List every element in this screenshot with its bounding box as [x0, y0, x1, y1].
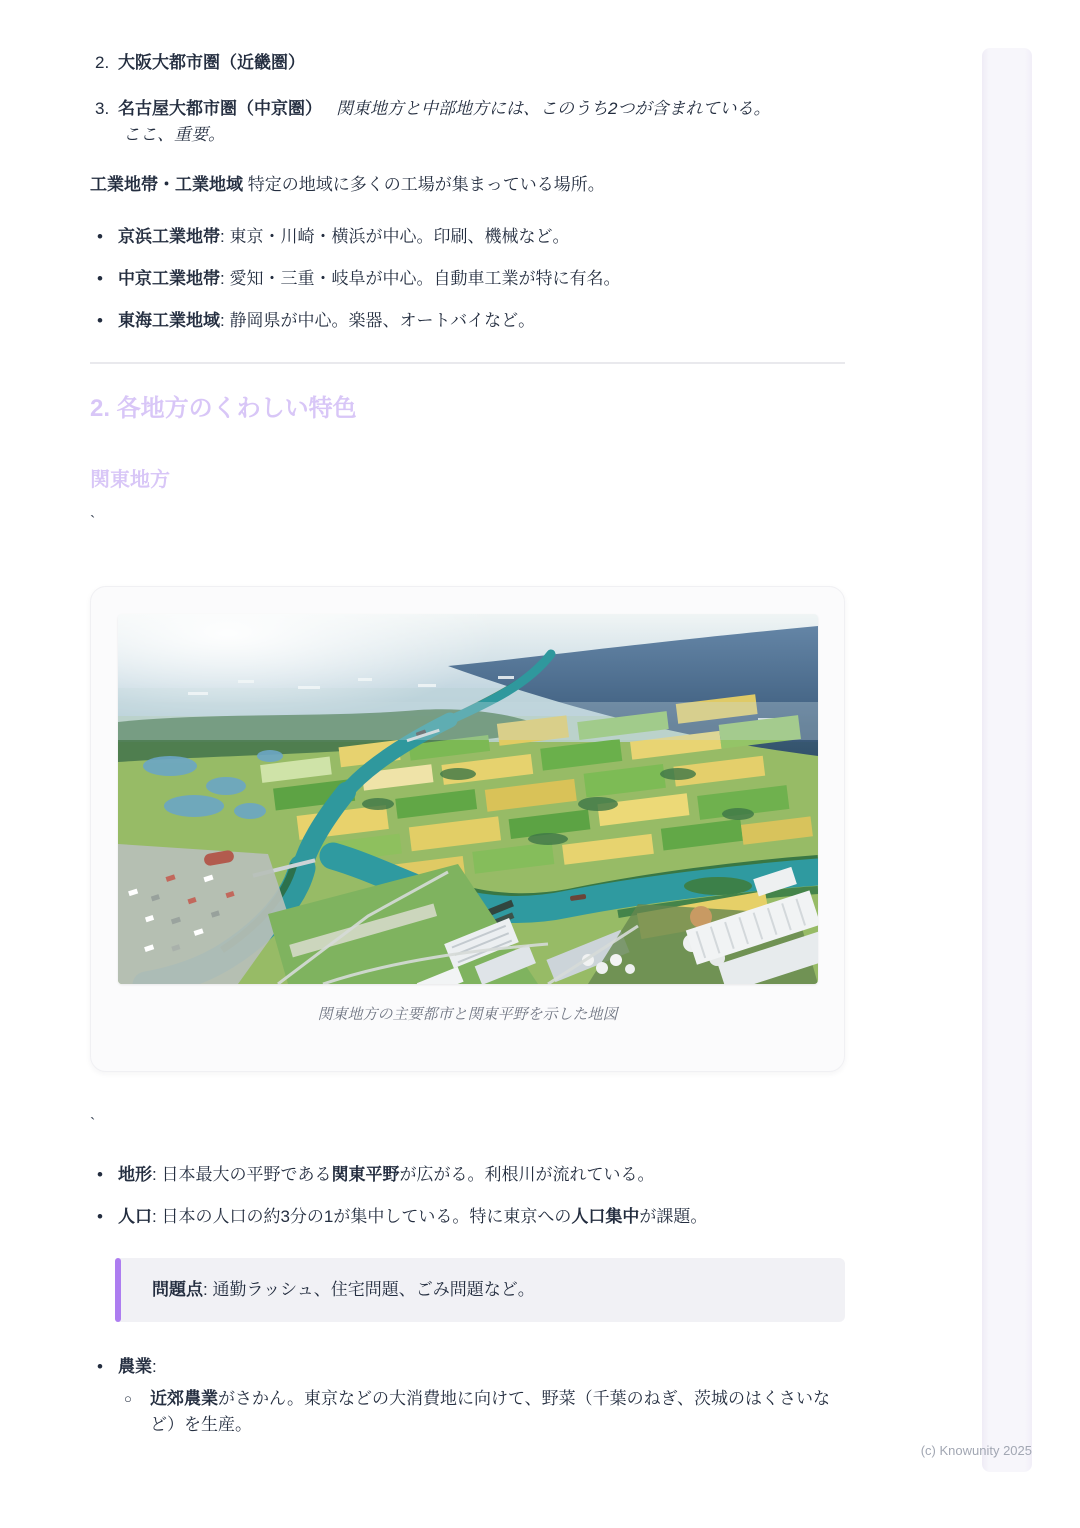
sub-bullet-icon: ○	[124, 1391, 132, 1406]
metro-area-osaka: 大阪大都市圏（近畿圏）	[118, 53, 305, 72]
sub-list-item: ○ 近郊農業がさかん。東京などの大消費地に向けて、野菜（千葉のねぎ、茨城のはくさいなど）を生産。	[90, 1386, 845, 1438]
ordered-list-item-2	[90, 50, 845, 76]
kanto-item-bold: 人口集中	[571, 1207, 640, 1226]
industry-heading-rest: 特定の地域に多くの工場が集まっている場所。	[243, 175, 605, 194]
kanto-list	[90, 1162, 845, 1230]
list-number: 3.	[95, 99, 110, 118]
figure-caption: 関東地方の主要都市と関東平野を示した地図	[317, 1006, 618, 1023]
industry-item-desc: : 静岡県が中心。楽器、オートバイなど。	[220, 311, 536, 330]
industry-item-label: 中京工業地帯	[118, 269, 220, 288]
section-divider	[90, 362, 845, 364]
list-item	[90, 308, 845, 334]
industry-item-desc: : 東京・川崎・横浜が中心。印刷、機械など。	[220, 227, 570, 246]
stray-backtick: `	[90, 514, 96, 531]
page-edge-strip	[982, 48, 1032, 1472]
industry-list	[90, 224, 845, 334]
suburban-farming-label: 近郊農業	[150, 1389, 218, 1408]
industry-heading-paragraph	[90, 172, 845, 198]
industry-heading: 工業地帯・工業地域	[90, 175, 243, 194]
callout-label: 問題点	[152, 1280, 203, 1299]
metro-area-nagoya: 名古屋大都市圏（中京圏）	[118, 99, 322, 118]
section-heading: 2. 各地方のくわしい特色	[90, 395, 357, 422]
list-item: • 農業:	[90, 1354, 845, 1380]
subsection-heading-kanto: 関東地方	[90, 469, 170, 491]
copyright-watermark: (c) Knowunity 2025	[920, 1443, 1032, 1458]
list-item: • 地形: 日本最大の平野である関東平野が広がる。利根川が流れている。	[90, 1162, 845, 1188]
industry-item-label: 京浜工業地帯	[118, 227, 220, 246]
kanto-item-bold: 関東平野	[331, 1165, 400, 1184]
kanto-item-label: 地形	[118, 1165, 152, 1184]
ordered-list-item-3	[90, 96, 845, 122]
bullet-icon: •	[97, 227, 103, 246]
industry-item-label: 東海工業地域	[118, 311, 220, 330]
list-item	[90, 266, 845, 292]
kanto-item-label: 人口	[118, 1207, 152, 1226]
inline-note: 関東地方と中部地方には、このうち2つが含まれている。	[336, 99, 771, 118]
kanto-aerial-photo	[118, 614, 818, 984]
industry-item-desc: : 愛知・三重・岐阜が中心。自動車工業が特に有名。	[220, 269, 621, 288]
bullet-icon: •	[97, 269, 103, 288]
aerial-photo-illustration	[118, 614, 818, 984]
agriculture-label: 農業	[118, 1357, 152, 1376]
list-item: • 人口: 日本の人口の約3分の1が集中している。特に東京への人口集中が課題。	[90, 1204, 845, 1230]
figure-card	[90, 586, 845, 1072]
list-number: 2.	[95, 53, 110, 72]
bullet-icon: •	[97, 1165, 103, 1184]
bullet-icon: •	[97, 311, 103, 330]
inline-note-line2: ここ、重要。	[123, 125, 225, 144]
bullet-icon: •	[97, 1357, 103, 1376]
list-item	[90, 224, 845, 250]
problem-callout	[115, 1258, 845, 1322]
document-content	[90, 0, 845, 1438]
bullet-icon: •	[97, 1207, 103, 1226]
callout-text: : 通勤ラッシュ、住宅問題、ごみ問題など。	[203, 1280, 535, 1299]
stray-backtick: `	[90, 1116, 96, 1133]
agriculture-list	[90, 1354, 845, 1438]
